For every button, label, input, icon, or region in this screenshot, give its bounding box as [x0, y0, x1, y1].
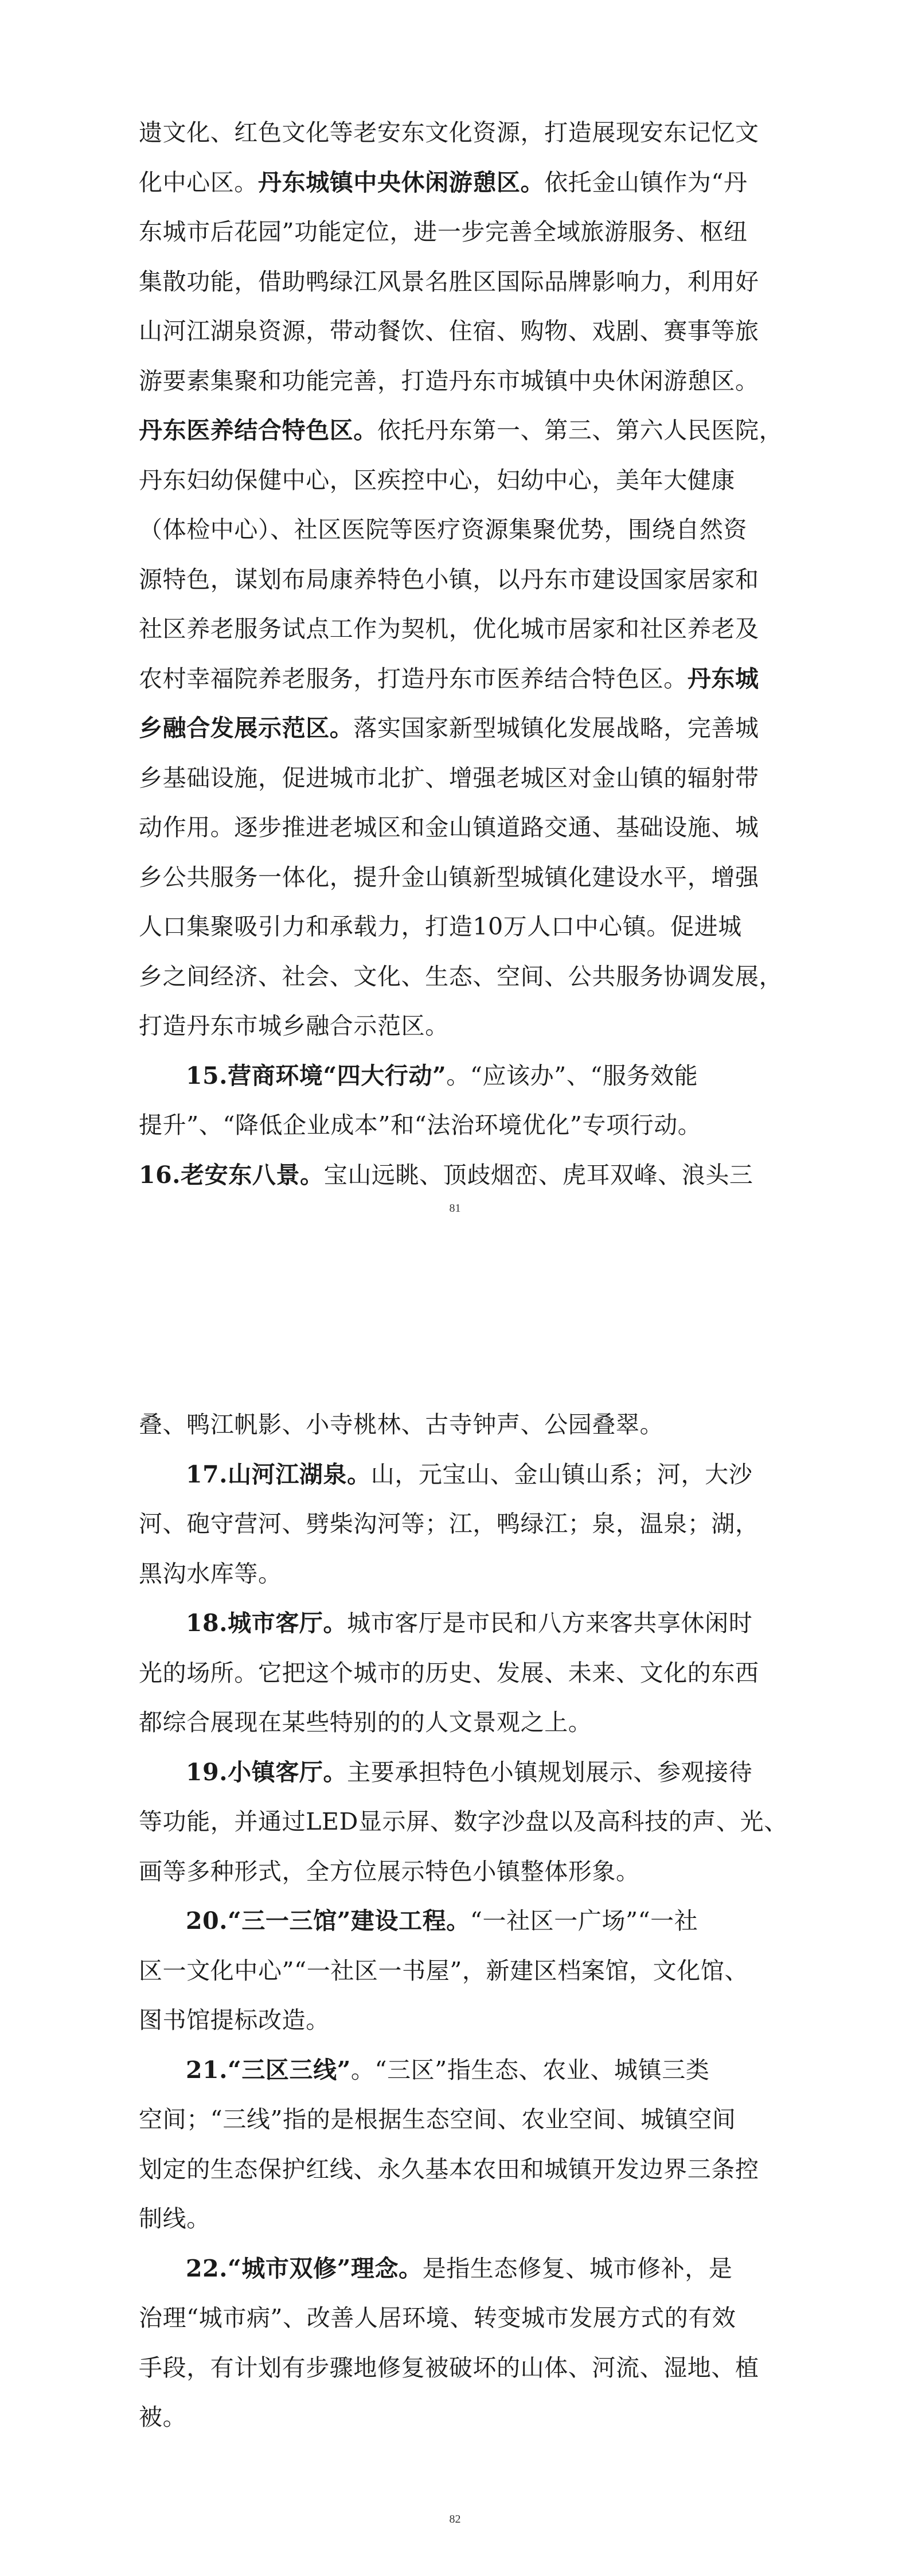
document-page-81: [0, 0, 910, 1279]
body-text: 都综合展现在某些特别的的人文景观之上。: [139, 1709, 592, 1736]
text-line: [139, 853, 775, 902]
document-page-82: [0, 1279, 910, 2576]
text-line: [139, 1150, 775, 1200]
body-text: 光的场所。它把这个城市的历史、发展、未来、文化的东西: [139, 1659, 759, 1687]
body-text: 是指生态修复、城市修补，是: [422, 2254, 733, 2282]
body-text: 被。: [139, 2403, 187, 2431]
body-text: 乡基础设施，促进城市北扩、增强老城区对金山镇的辐射带: [139, 764, 759, 792]
body-text: 东城市后花园”功能定位，进一步完善全域旅游服务、枢纽: [139, 218, 748, 246]
body-text: 提升”、“降低企业成本”和“法治环境优化”专项行动。: [139, 1111, 702, 1139]
page-number: 81: [449, 1202, 461, 1215]
body-text: 河、砲守营河、劈柴沟河等；江，鸭绿江；泉，温泉；湖，: [139, 1510, 759, 1538]
body-text: 丹东妇幼保健中心，区疾控中心，妇幼中心，美年大健康: [139, 466, 735, 494]
text-line: [139, 654, 775, 704]
text-line: [139, 952, 783, 1002]
body-text: 遗文化、红色文化等老安东文化资源，打造展现安东记忆文: [139, 119, 759, 146]
body-text: 人口集聚吸引力和承载力，打造10万人口中心镇。促进城: [139, 913, 742, 940]
text-line: [139, 1946, 775, 1996]
text-line: [139, 2392, 775, 2442]
text-line: [139, 1549, 775, 1599]
body-text: “一社区一广场”“一社: [470, 1907, 698, 1935]
body-text: 黑沟水库等。: [139, 1559, 282, 1587]
text-line: [139, 2293, 775, 2343]
body-text: 山，元宝山、金山镇山系；河，大沙: [370, 1460, 753, 1488]
bold-heading-text: 丹东城: [687, 664, 759, 692]
text-line: [139, 356, 775, 406]
body-text: 源特色，谋划布局康养特色小镇，以丹东市建设国家居家和: [139, 565, 759, 593]
body-text: 依托丹东第一、第三、第六人民医院，: [377, 417, 783, 444]
text-line: [139, 1995, 775, 2045]
text-line: [139, 1400, 775, 1450]
text-line: [139, 207, 775, 257]
body-text: 落实国家新型城镇化发展战略，完善城: [353, 714, 759, 742]
text-line: [139, 1847, 775, 1897]
text-line: [139, 2343, 775, 2393]
page-81-body-text: [139, 108, 783, 1200]
body-text: 等功能，并通过LED显示屏、数字沙盘以及高科技的声、光、: [139, 1808, 788, 1835]
text-line: [139, 1499, 775, 1549]
body-text: 区一文化中心”“一社区一书屋”，新建区档案馆，文化馆、: [139, 1956, 749, 1984]
body-text: 空间；“三线”指的是根据生态空间、农业空间、城镇空间: [139, 2106, 736, 2133]
text-line: [139, 803, 775, 853]
bold-heading-text: 19.小镇客厅。: [186, 1758, 347, 1786]
text-line: [139, 306, 775, 356]
body-text: 化中心区。: [139, 168, 258, 196]
bold-heading-text: 16.老安东八景。: [139, 1161, 324, 1189]
text-line: [139, 1797, 788, 1847]
body-text: 乡公共服务一体化，提升金山镇新型城镇化建设水平，增强: [139, 863, 759, 891]
text-line: [139, 1896, 775, 1946]
body-text: 乡之间经济、社会、文化、生态、空间、公共服务协调发展，: [139, 962, 783, 990]
text-line: [139, 2095, 775, 2145]
text-line: [139, 604, 775, 654]
text-line: [139, 1001, 775, 1051]
body-text: 游要素集聚和功能完善，打造丹东市城镇中央休闲游憩区。: [139, 367, 759, 395]
bold-heading-text: 丹东城镇中央休闲游憩区。: [258, 168, 545, 196]
text-line: [139, 2244, 775, 2294]
bold-heading-text: 15.营商环境“四大行动”: [186, 1061, 447, 1089]
bold-heading-text: 17.山河江湖泉。: [186, 1460, 371, 1488]
text-line: [139, 505, 775, 555]
text-line: [139, 2194, 775, 2244]
body-text: 画等多种形式，全方位展示特色小镇整体形象。: [139, 1857, 640, 1885]
page-82-body-text: [139, 1400, 788, 2442]
bold-heading-text: 18.城市客厅。: [186, 1609, 347, 1637]
body-text: （体检中心）、社区医院等医疗资源集聚优势，围绕自然资: [139, 516, 748, 543]
body-text: 叠、鸭江帆影、小寺桃林、古寺钟声、公园叠翠。: [139, 1411, 664, 1438]
bold-heading-text: 乡融合发展示范区。: [139, 714, 354, 742]
body-text: 制线。: [139, 2205, 210, 2232]
body-text: 城市客厅是市民和八方来客共享休闲时: [347, 1609, 753, 1637]
text-line: [139, 1100, 775, 1150]
text-line: [139, 555, 775, 605]
text-line: [139, 1450, 775, 1500]
text-line: [139, 1698, 775, 1748]
bold-heading-text: 22.“城市双修”理念。: [186, 2254, 423, 2282]
text-line: [139, 703, 775, 753]
text-line: [139, 108, 775, 158]
text-line: [139, 902, 775, 952]
body-text: 。“三区”指生态、农业、城镇三类: [350, 2056, 710, 2084]
body-text: 社区养老服务试点工作为契机，优化城市居家和社区养老及: [139, 615, 759, 643]
bold-heading-text: 20.“三一三馆”建设工程。: [186, 1907, 470, 1935]
body-text: 图书馆提标改造。: [139, 2006, 330, 2034]
text-line: [139, 158, 775, 208]
text-line: [139, 1598, 775, 1648]
text-line: [139, 456, 775, 505]
bold-heading-text: 21.“三区三线”: [186, 2056, 351, 2084]
body-text: 主要承担特色小镇规划展示、参观接待: [347, 1758, 753, 1786]
body-text: 宝山远眺、顶歧烟峦、虎耳双峰、浪头三: [323, 1161, 753, 1189]
text-line: [139, 406, 783, 456]
body-text: 治理“城市病”、改善人居环境、转变城市发展方式的有效: [139, 2304, 736, 2332]
body-text: 手段，有计划有步骤地修复被破坏的山体、河流、湿地、植: [139, 2353, 759, 2382]
body-text: 集散功能，借助鸭绿江风景名胜区国际品牌影响力，利用好: [139, 267, 759, 295]
page-number: 82: [449, 2513, 461, 2526]
text-line: [139, 257, 775, 307]
body-text: 依托金山镇作为“丹: [544, 168, 748, 196]
bold-heading-text: 丹东医养结合特色区。: [139, 417, 377, 444]
text-line: [139, 753, 775, 803]
body-text: 山河江湖泉资源，带动餐饮、住宿、购物、戏剧、赛事等旅: [139, 317, 759, 345]
body-text: 。“应该办”、“服务效能: [446, 1061, 698, 1089]
text-line: [139, 1051, 775, 1101]
text-line: [139, 1748, 775, 1797]
text-line: [139, 2145, 775, 2194]
body-text: 农村幸福院养老服务，打造丹东市医养结合特色区。: [139, 664, 688, 692]
text-line: [139, 1648, 775, 1698]
body-text: 划定的生态保护红线、永久基本农田和城镇开发边界三条控: [139, 2155, 759, 2183]
body-text: 动作用。逐步推进老城区和金山镇道路交通、基础设施、城: [139, 814, 759, 841]
body-text: 打造丹东市城乡融合示范区。: [139, 1012, 449, 1040]
text-line: [139, 2045, 775, 2095]
